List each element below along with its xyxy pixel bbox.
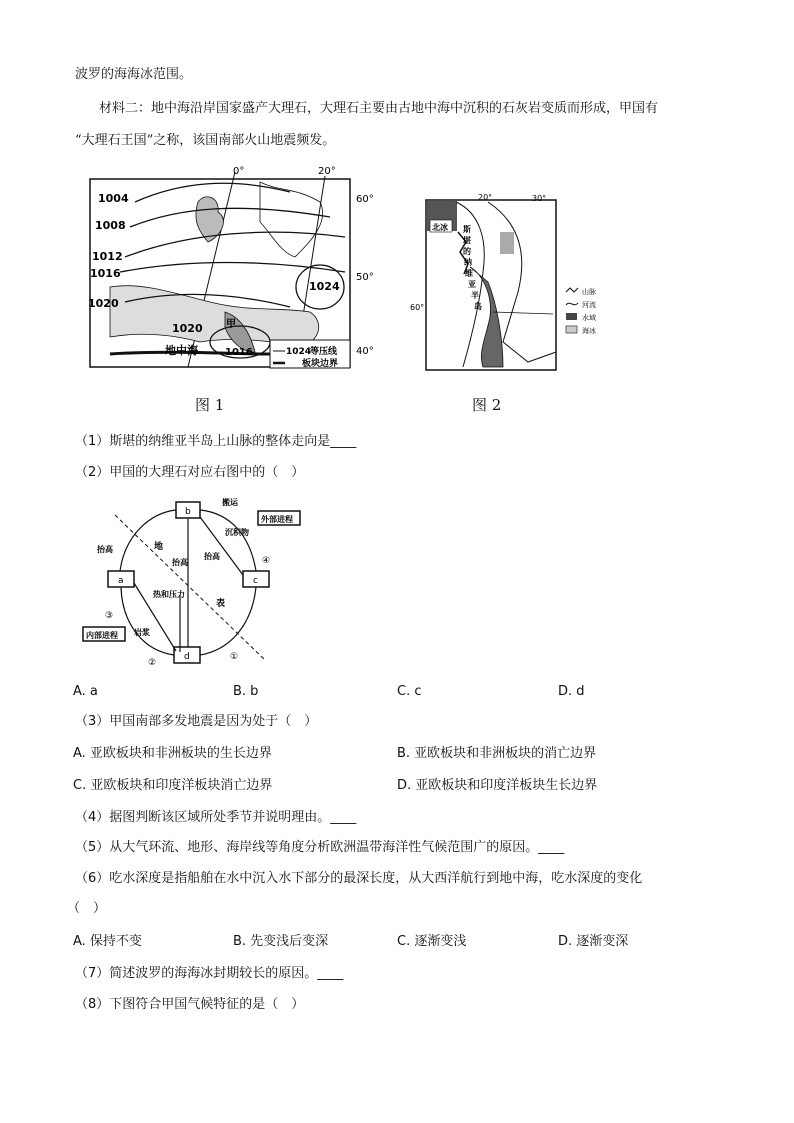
ground-label: 地 [154,542,164,552]
isobar-label-1020: 1020 [88,297,119,310]
isobar-label-1016-south: 1016 [225,347,253,358]
peninsula-char-6: 亚 [468,280,476,289]
intro-line-2: 材料二：地中海沿岸国家盛产大理石，大理石主要由古地中海中沉积的石灰岩变质而形成，甲国有 [99,101,659,116]
box-b-label: b [185,507,191,517]
num-4: ④ [262,556,271,566]
q2-option-d[interactable]: D. d [558,684,585,699]
legend-mountain-label: 山脉 [582,288,596,296]
num-2: ② [148,658,157,668]
legend-water-label: 水域 [582,314,596,322]
arrow-a-to-b [120,510,176,571]
q6-option-d[interactable]: D. 逐渐变深 [558,934,629,949]
figure-2-scandinavia-map [408,192,618,377]
isobar-1012 [125,232,345,257]
peninsula-char-3: 的 [463,247,471,256]
peninsula-char-8: 岛 [474,302,482,311]
legend-water-icon [566,313,577,320]
internal-process-label: 内部进程 [86,631,118,640]
q3-option-d[interactable]: D. 亚欧板块和印度洋板块生长边界 [397,778,598,793]
figure-1-isobar-map [80,162,380,377]
peninsula-char-7: 半 [471,291,479,300]
arrow-b-to-c [200,510,256,571]
region-label-arctic: 北冰 [432,223,448,232]
question-6: （6）吃水深度是指船舶在水中沉入水下部分的最深长度，从大西洋航行到地中海，吃水深度的变化 [75,871,643,886]
lon-label-0: 0° [233,166,245,177]
sea-ice-patch [500,232,514,254]
lat-label-50: 50° [356,272,374,283]
question-7: （7）简述波罗的海海冰封期较长的原因。____ [75,966,344,981]
peninsula-char-4: 纳 [464,258,472,267]
q3-option-a[interactable]: A. 亚欧板块和非洲板块的生长边界 [73,746,272,761]
figure-2-caption: 图 2 [472,396,502,414]
num-3: ③ [105,611,114,621]
map2-lon-30: 30° [532,194,547,203]
lon-label-20: 20° [318,166,336,177]
uplift-mid-label: 抬高 [172,558,188,567]
legend-mountain-icon [566,288,578,292]
num-1: ① [230,652,239,662]
map2-lat-60: 60° [410,303,425,312]
intro-line-1: 波罗的海海冰范围。 [75,67,193,82]
isobar-1008 [130,208,330,227]
peninsula-char-2: 堪 [463,236,471,245]
country-label-jia: 甲 [226,319,236,330]
gulf-line [493,312,553,314]
q2-option-c[interactable]: C. c [397,684,422,699]
lat-label-60: 60° [356,194,374,205]
lat-label-40: 40° [356,346,374,357]
box-a-label: a [118,576,124,586]
q2-option-b[interactable]: B. b [233,684,259,699]
legend-seaice-icon [566,326,577,333]
heat-pressure-label: 热和压力 [153,590,185,599]
intro-line-3: “大理石王国”之称，该国南部火山地震频发。 [75,133,336,148]
q6-option-c[interactable]: C. 逐渐变浅 [397,934,467,949]
sea-label: 地中海 [165,344,198,357]
sediment-label: 沉积物 [225,528,249,537]
arrow-c-to-d [200,587,256,655]
q3-option-c[interactable]: C. 亚欧板块和印度洋板块消亡边界 [73,778,273,793]
arrow-c-to-b [200,517,243,575]
q6-option-a[interactable]: A. 保持不变 [73,934,142,949]
box-d-label: d [184,652,190,662]
isobar-label-1020-south: 1020 [172,322,203,335]
uplift-left-label: 抬高 [97,545,113,554]
question-2: （2）甲国的大理石对应右图中的（ ） [75,465,305,480]
scandinavia-shape [260,182,323,257]
peninsula-char-1: 斯 [463,225,471,234]
magma-label: 岩浆 [134,628,150,637]
legend-seaice-label: 海冰 [582,327,596,335]
question-6-paren: （ ） [67,901,107,916]
transport-label: 搬运 [222,498,238,507]
question-8: （8）下图符合甲国气候特征的是（ ） [75,997,305,1012]
box-c-label: c [253,576,258,586]
question-5: （5）从大气环流、地形、海岸线等角度分析欧洲温带海洋性气候范围广的原因。____ [75,840,565,855]
question-1: （1）斯堪的纳维亚半岛上山脉的整体走向是____ [75,434,357,449]
isobar-label-1012: 1012 [92,250,123,263]
q6-option-b[interactable]: B. 先变浅后变深 [233,934,329,949]
legend-river-label: 河流 [582,301,596,309]
uplift-right-label: 抬高 [204,552,220,561]
legend-river-icon [566,303,578,305]
isobar-label-1004: 1004 [98,192,129,205]
isobar-label-1016: 1016 [90,267,121,280]
q3-option-b[interactable]: B. 亚欧板块和非洲板块的消亡边界 [397,746,597,761]
q2-option-a[interactable]: A. a [73,684,98,699]
legend-boundary-label: 板块边界 [302,359,339,369]
question-3: （3）甲国南部多发地震是因为处于（ ） [75,714,318,729]
surface-label: 表 [216,599,226,609]
legend-isobar-value: 1024 [286,347,312,357]
rock-cycle-diagram [80,495,310,670]
map2-lon-20: 20° [478,193,493,202]
isobar-label-1024: 1024 [309,280,340,293]
legend-isobar-label: 等压线 [310,347,338,357]
question-4: （4）据图判断该区域所处季节并说明理由。____ [75,810,357,825]
figure-1-caption: 图 1 [195,396,225,414]
peninsula-char-5: 维 [465,269,473,278]
external-process-label: 外部进程 [261,515,293,524]
isobar-label-1008: 1008 [95,219,126,232]
